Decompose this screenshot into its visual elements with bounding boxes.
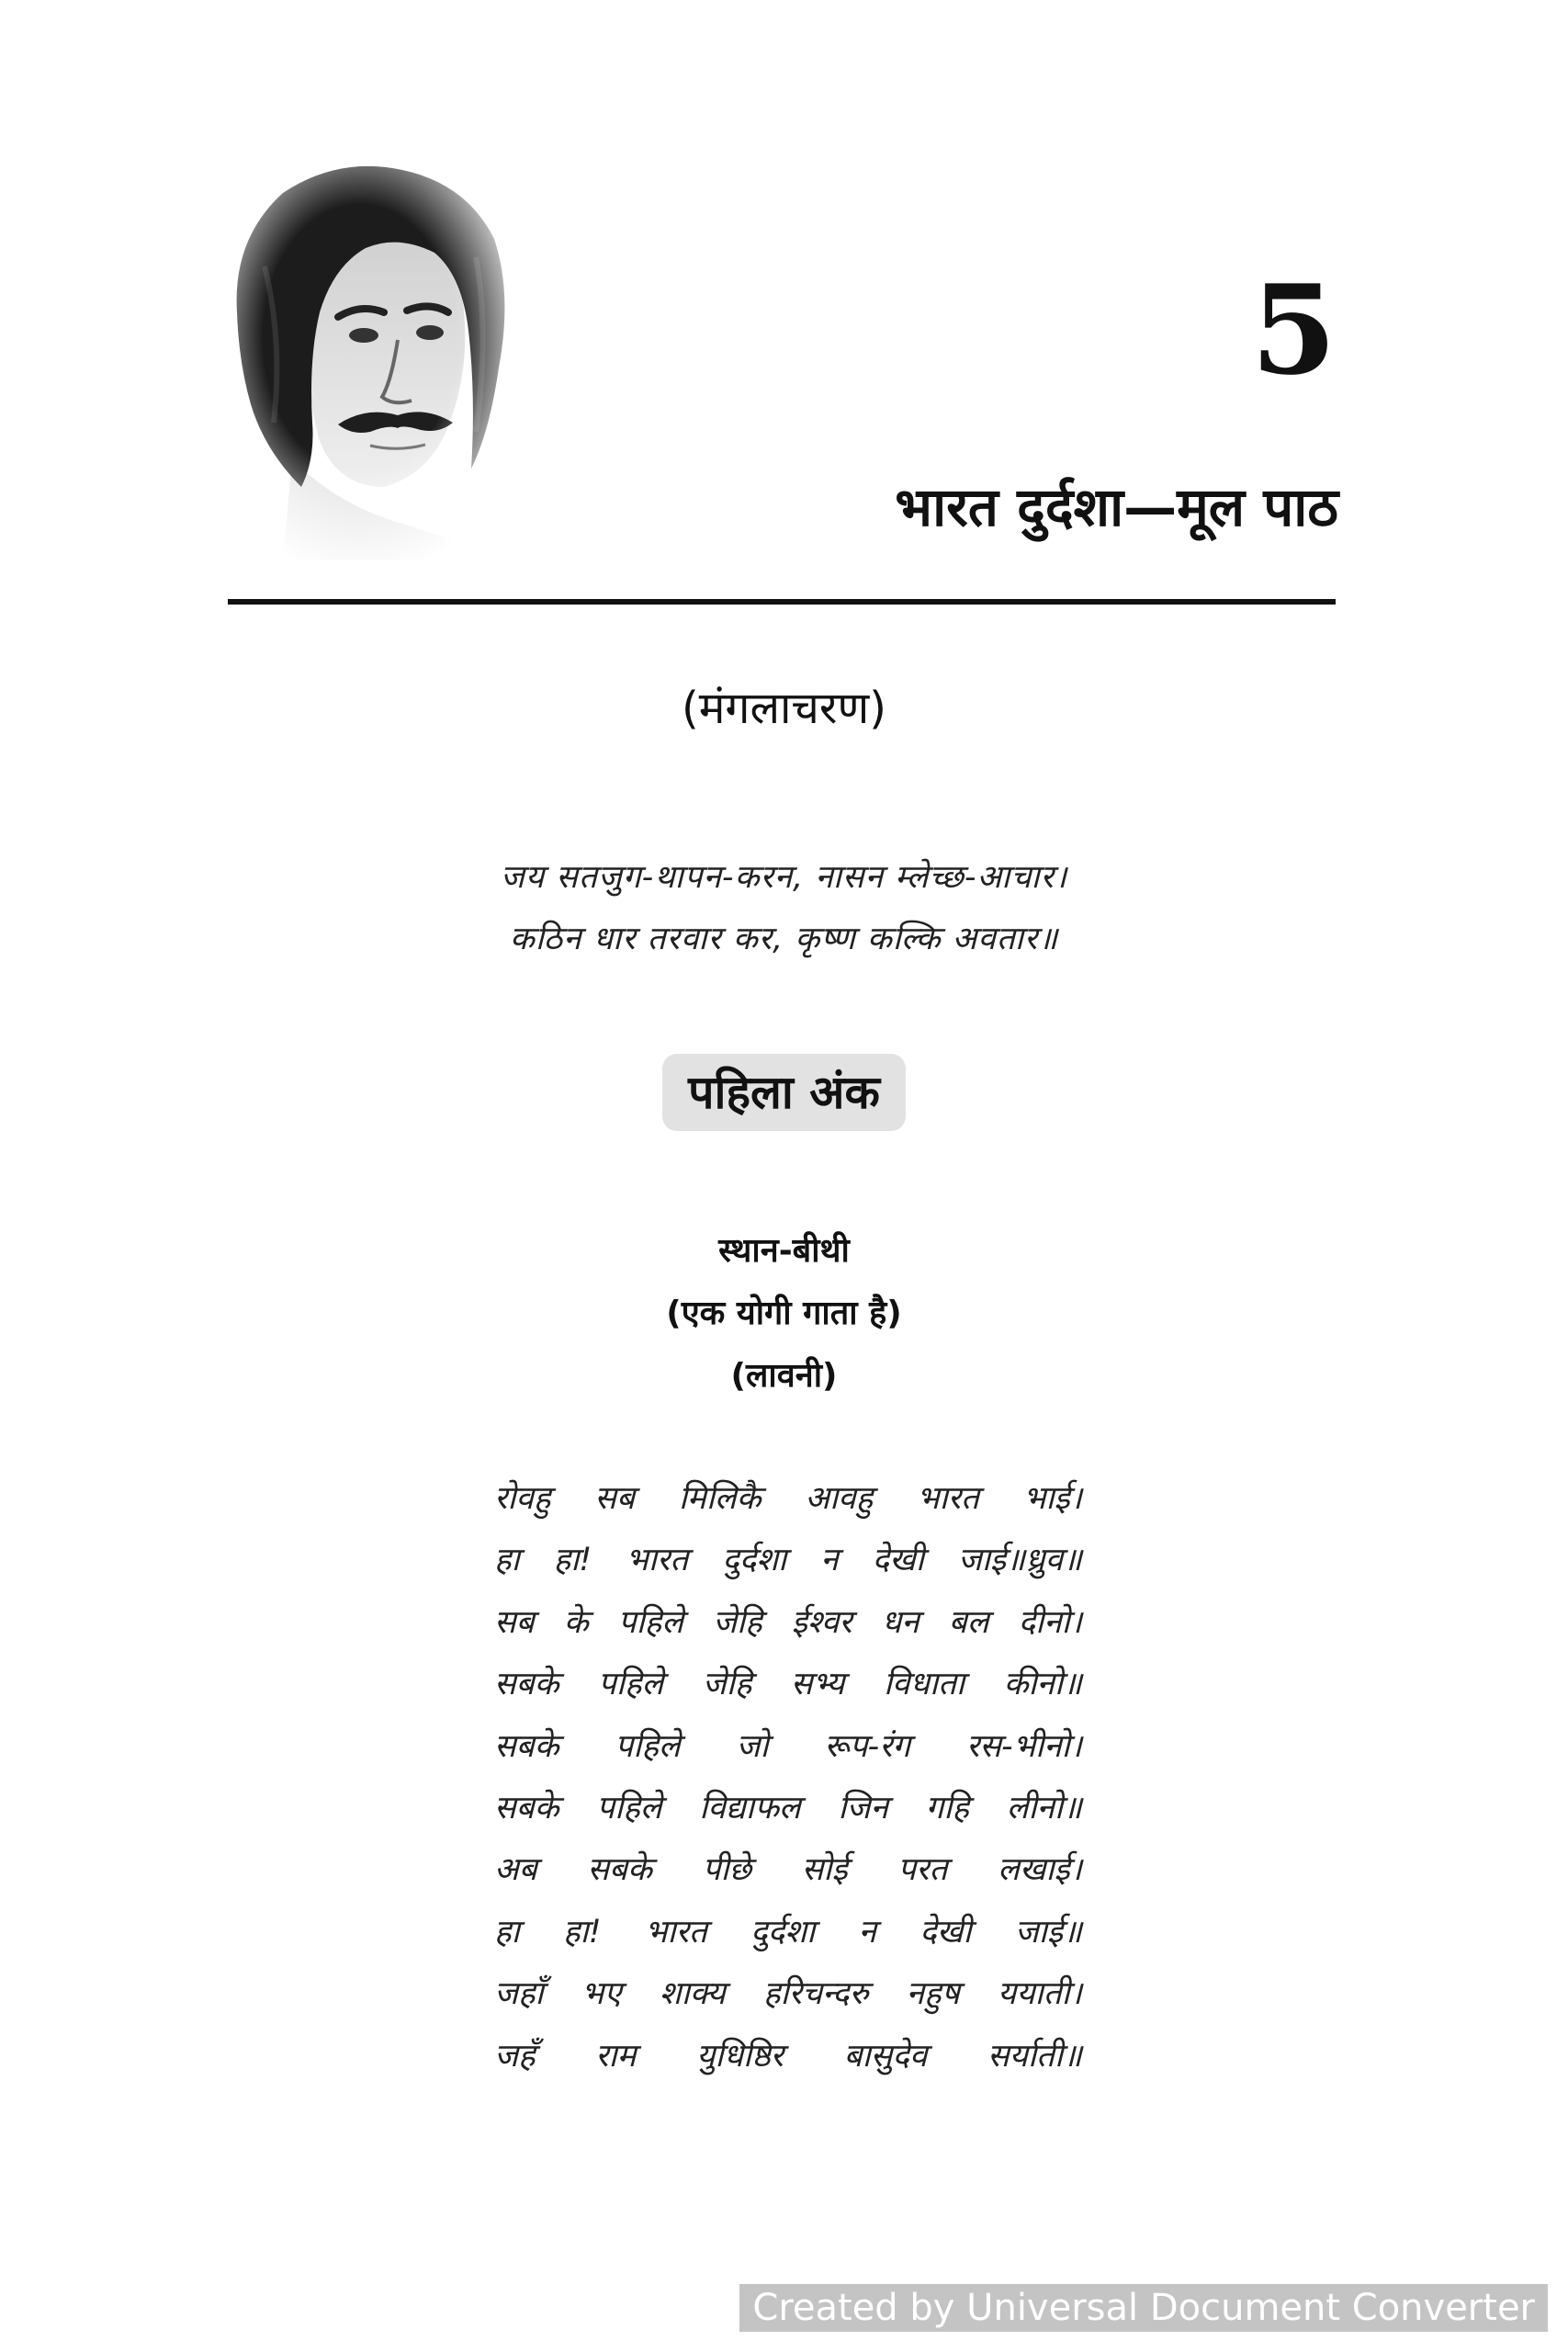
song-line: अब सबके पीछे सोई परत लखाई। [494,1851,1082,1889]
song-line: जहँ राम युधिष्ठिर बासुदेव सर्याती॥ [494,2037,1082,2075]
song-line: हा हा! भारत दुर्दशा न देखी जाई॥ध्रुव॥ [494,1542,1082,1579]
song-line: जहाँ भए शाक्य हरिचन्दरु नहुष ययाती। [494,1975,1082,2013]
chapter-number: 5 [1250,257,1337,402]
scene-direction: (एक योगी गाता है) [666,1295,902,1332]
song-verses [494,1468,1082,2087]
verse-line: कठिन धार तरवार कर, कृष्ण कल्कि अवतार॥ [509,921,1059,957]
invocation-verses [0,847,1568,970]
stage-directions [0,1220,1568,1408]
chapter-title: भारत दुर्दशा—मूल पाठ [895,476,1338,538]
song-line: सबके पहिले जेहि सभ्य विधाता कीनो॥ [494,1666,1082,1703]
song-line: सबके पहिले जो रूप-रंग रस-भीनो। [494,1727,1082,1765]
author-portrait [228,156,522,560]
act-heading: पहिला अंक [662,1054,906,1131]
song-line: रोवहु सब मिलिकै आवहु भारत भाई। [494,1480,1082,1517]
song-form: (लावनी) [730,1357,838,1395]
song-line: सबके पहिले विद्याफल जिन गहि लीनो॥ [494,1789,1082,1826]
invocation-heading: (मंगलाचरण) [682,683,886,734]
song-line: हा हा! भारत दुर्दशा न देखी जाई॥ [494,1913,1082,1951]
converter-watermark: Created by Universal Document Converter [739,2284,1548,2332]
title-divider [228,599,1336,605]
act-heading-wrap [0,1054,1568,1131]
verse-line: जय सतजुग-थापन-करन, नासन म्लेच्छ-आचार। [500,859,1068,896]
scene-place: स्थान-बीथी [718,1232,850,1270]
author-portrait-sketch-icon [228,156,522,560]
song-line: सब के पहिले जेहि ईश्वर धन बल दीनो। [494,1603,1082,1641]
